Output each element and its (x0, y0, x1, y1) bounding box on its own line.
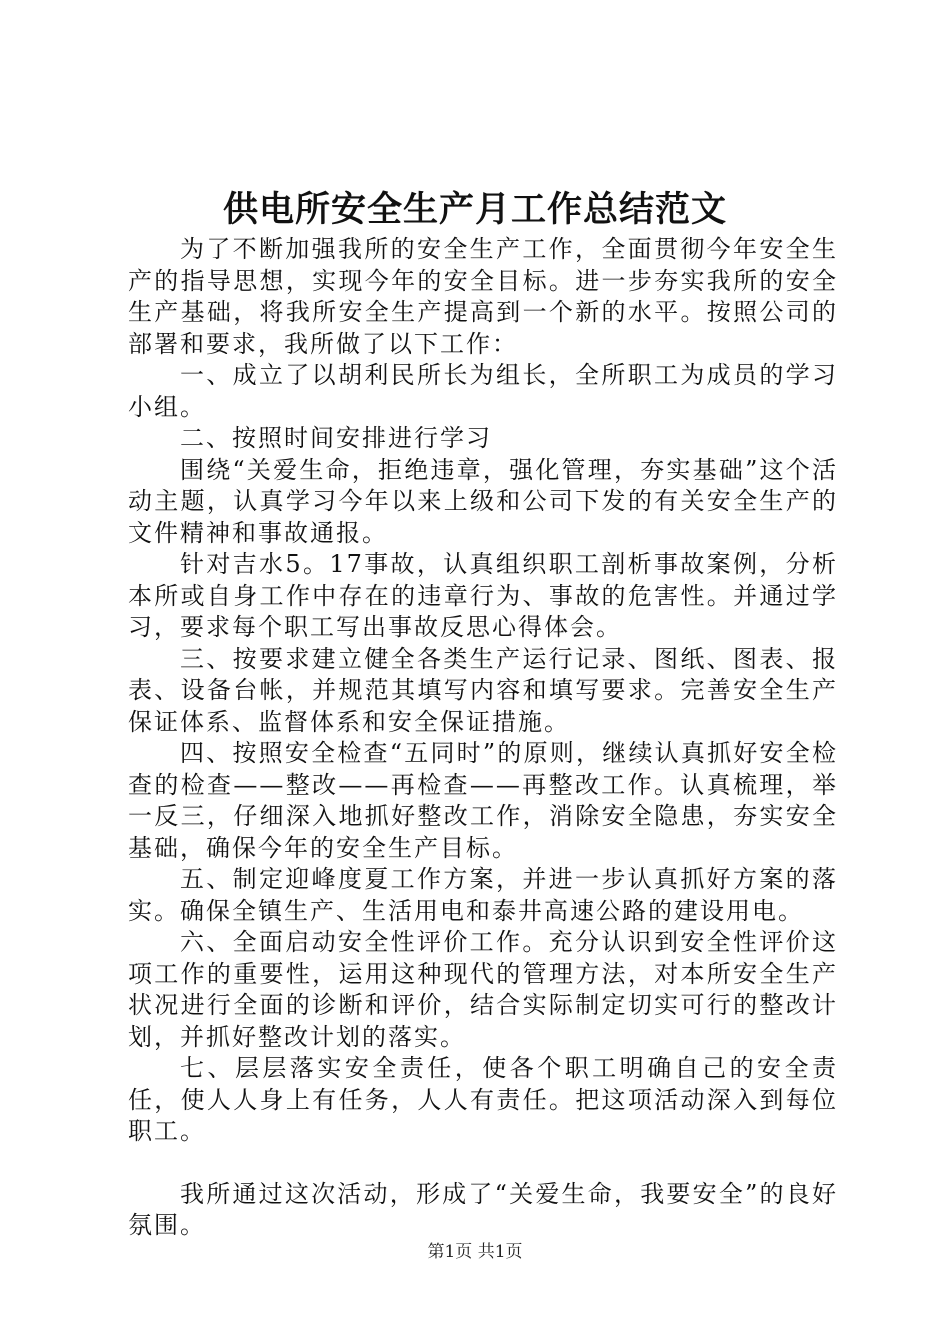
document-body (128, 234, 838, 1242)
paragraph-item-6: 六、全面启动安全性评价工作。充分认识到安全性评价这项工作的重要性，运用这种现代的管理方法，对本所安全生产状况进行全面的诊断和评价，结合实际制定切实可行的整改计划，并抓好整改计划的落实。 (128, 928, 838, 1051)
paragraph-item-2-theme: 围绕“关爱生命，拒绝违章，强化管理，夯实基础”这个活动主题，认真学习今年以来上级和公司下发的有关安全生产的文件精神和事故通报。 (128, 455, 838, 547)
paragraph-conclusion: 我所通过这次活动，形成了“关爱生命，我要安全”的良好氛围。 (128, 1179, 838, 1239)
paragraph-item-2: 二、按照时间安排进行学习 (180, 424, 492, 452)
paragraph-intro: 为了不断加强我所的安全生产工作，全面贯彻今年安全生产的指导思想，实现今年的安全目标。进一步夯实我所的安全生产基础，将我所安全生产提高到一个新的水平。按照公司的部署和要求，我所做了以下工作： (128, 235, 838, 358)
paragraph-item-1: 一、成立了以胡利民所长为组长，全所职工为成员的学习小组。 (128, 361, 838, 421)
paragraph-item-7: 七、层层落实安全责任，使各个职工明确自己的安全责任，使人人身上有任务，人人有责任。把这项活动深入到每位职工。 (128, 1054, 838, 1145)
paragraph-item-5: 五、制定迎峰度夏工作方案，并进一步认真抓好方案的落实。确保全镇生产、生活用电和泰井高速公路的建设用电。 (128, 865, 838, 925)
paragraph-item-3: 三、按要求建立健全各类生产运行记录、图纸、图表、报表、设备台帐，并规范其填写内容和填写要求。完善安全生产保证体系、监督体系和安全保证措施。 (128, 644, 838, 736)
paragraph-item-4: 四、按照安全检查“五同时”的原则，继续认真抓好安全检查的检查——整改——再检查——再整改工作。认真梳理，举一反三，仔细深入地抓好整改工作，消除安全隐患，夯实安全基础，确保今年的安全生产目标。 (128, 739, 838, 862)
document-title: 供电所安全生产月工作总结范文 (222, 189, 727, 230)
page-footer: 第1页 共1页 (427, 1242, 523, 1262)
paragraph-item-2-accident: 针对吉水5。17事故，认真组织职工剖析事故案例，分析本所或自身工作中存在的违章行为、事故的危害性。并通过学习，要求每个职工写出事故反思心得体会。 (128, 550, 838, 641)
